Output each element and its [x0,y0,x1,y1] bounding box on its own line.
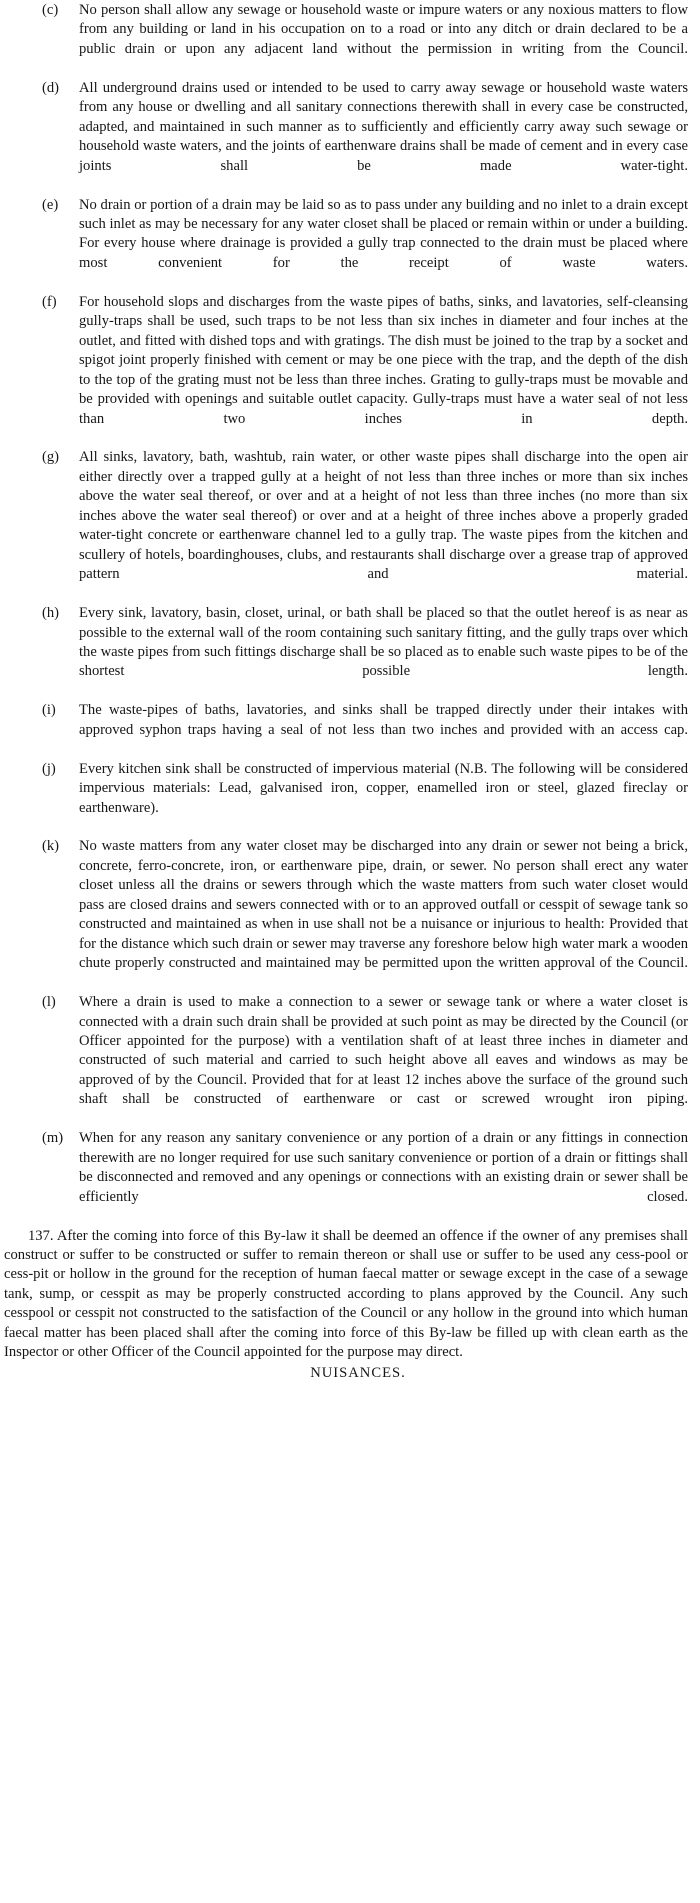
clause-text: Where a drain is used to make a connection to a sewer or sewage tank or where a water closet is connected with a drain such drain shall be provided at such point as may be directed by the Council (or Officer appointed for the purpose) with a ventilation shaft of at least three inches in diameter and constructed of such material and carried to such height above all eaves and windows as may be approved of by the Council. Provided that for at least 12 inches above the surface of the ground such shaft shall be constructed of earthenware or cast or screwed wrought iron piping. [79,994,688,1108]
clause-text: No person shall allow any sewage or household waste or impure waters or any noxious matters to flow from any building or land in his occupation on to a road or into any ditch or drain declared to be a public drain or upon any adjacent land without the permission in writing from the Council. [79,2,688,57]
clause-text: No waste matters from any water closet may be discharged into any drain or sewer not being a brick, concrete, ferro-concrete, iron, or earthenware pipe, drain, or sewer. No person shall erect any water closet unless all the drains or sewers through which the waste matters from such water closet would pass are closed drains and sewers connected with or to an approved outfall or cesspit of sewage tank so constructed and maintained as when in use shall not be a nuisance or injurious to health: Provided that for the distance which such drain or sewer may traverse any foreshore below high water mark a wooden chute properly constructed and maintained may be permitted upon the written approval of the Council. [79,838,688,972]
clause-label: (e) [42,196,59,213]
clause-text: All sinks, lavatory, bath, washtub, rain water, or other waste pipes shall discharge into the open air either directly over a trapped gully at a height of not less than three inches or more than six inches above the water seal thereof, or over and at a height of not less than three inches (no more than six inches above the water seal thereof) or over and at a height of three inches above a properly graded water-tight concrete or earthenware channel led to a gully trap. The waste pipes from the kitchen and scullery of hotels, boardinghouses, clubs, and restaurants shall discharge over a grease trap of approved pattern and material. [79,449,688,583]
clause-f [4,293,692,449]
clause-text: For household slops and discharges from the waste pipes of baths, sinks, and lavatories, self-cleansing gully-traps shall be used, such traps to be not less than six inches in diameter and four inches at the outlet, and fitted with dished tops and with gratings. The dish must be joined to the trap by a socket and spigot joint properly finished with cement or may be one piece with the trap, and the depth of the dish to the top of the grating must not be less than three inches. Grating to gully-traps must be movable and be provided with openings and suitable outlet capacity. Gully-traps must have a water seal of not less than two inches in depth. [79,293,688,427]
clause-l [4,993,692,1129]
clause-text: When for any reason any sanitary convenience or any portion of a drain or any fittings in connection therewith are no longer required for use such sanitary convenience or portion of a drain or fittings shall be disconnected and removed and any openings or connections with an existing drain or sewer shall be efficiently closed. [79,1130,688,1205]
clause-label: (l) [42,994,56,1011]
section-137-paragraph: 137. After the coming into force of this By-law it shall be deemed an offence if the owner of any premises shall construct or suffer to be constructed or suffer to remain thereon or shall use or suffer to be used any cess-pool or cess-pit or hollow in the ground for the reception of human faecal matter or sewage except in the case of a sewage tank, sump, or cesspit as may be properly constructed according to plans approved by the Council. Any such cesspool or cesspit not constructed to the satisfaction of the Council or any hollow in the ground into which human faecal matter has been placed shall after the coming into force of this By-law be filled up with clean earth as the Inspector or other Officer of the Council appointed for the purpose may direct. [4,1227,688,1361]
clause-label: (i) [42,702,56,719]
clause-c [4,1,692,79]
clause-label: (h) [42,605,60,622]
clause-g [4,448,692,604]
clause-i [4,701,692,759]
clause-label: (d) [42,79,60,96]
clause-e [4,196,692,293]
clause-text: All underground drains used or intended to be used to carry away sewage or household waste waters from any house or dwelling and all sanitary connections therewith shall in every case be constructed, adapted, and maintained in such manner as to sufficiently and efficiently carry away such sewage or household waste waters, and the joints of earthenware drains shall be made of cement and in every case joints shall be made water-tight. [79,79,688,174]
clause-label: (g) [42,449,60,466]
clause-text: No drain or portion of a drain may be laid so as to pass under any building and no inlet to a drain except such inlet as may be necessary for any water closet shall be placed or remain within or under a building. For every house where drainage is provided a gully trap connected to the drain must be placed where most convenient for the receipt of waste waters. [79,196,688,271]
clause-label: (c) [42,2,59,18]
clause-label: (f) [42,293,57,310]
clause-text: Every sink, lavatory, basin, closet, urinal, or bath shall be placed so that the outlet hereof is as near as possible to the external wall of the room containing such sanitary fitting, and the gully traps over which the waste pipes from such fittings discharge shall be so placed as to enable such waste pipes to be of the shortest possible length. [79,605,688,680]
clause-text: The waste-pipes of baths, lavatories, and sinks shall be trapped directly under their intakes with approved syphon traps having a seal of not less than two inches and provided with an access cap. [79,702,688,738]
clause-label: (j) [42,760,56,777]
clause-m [4,1129,692,1226]
clause-text: Every kitchen sink shall be constructed of impervious material (N.B. The following will be considered impervious materials: Lead, galvanised iron, copper, enamelled iron or steel, glazed fireclay or earthenware). [79,760,688,816]
clause-h [4,604,692,701]
clause-d [4,79,692,196]
section-heading-nuisances: NUISANCES. [310,1364,406,1381]
clause-j [4,760,692,838]
clause-label: (k) [42,838,60,855]
clause-k [4,837,692,993]
clause-label: (m) [42,1130,64,1147]
